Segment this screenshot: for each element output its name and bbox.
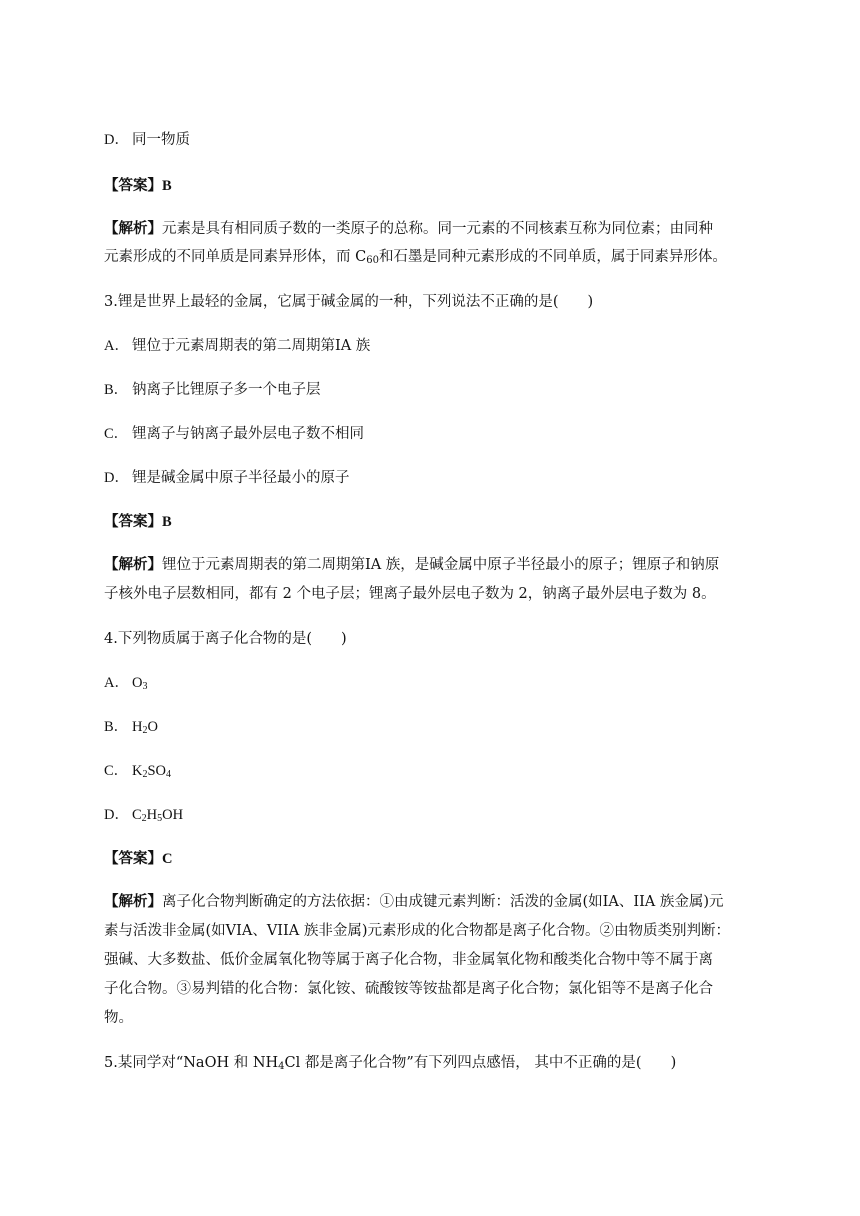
- question-stem: 4.下列物质属于离子化合物的是( ): [104, 631, 347, 647]
- subscript: 4: [166, 769, 172, 780]
- q3-explanation-line2: [104, 584, 716, 604]
- explanation-label: 【解析】: [104, 893, 162, 910]
- answer-value: B: [162, 178, 172, 194]
- q3-option-d: [104, 468, 350, 488]
- explanation-text: 强碱、大多数盐、低价金属氧化物等属于离子化合物，非金属氧化物和酸类化合物中等不属于离: [104, 952, 713, 968]
- question-stem: Cl 都是离子化合物”有下列四点感悟， 其中不正确的是( ): [284, 1055, 677, 1071]
- option-letter: C．: [104, 426, 129, 442]
- q2-answer: [104, 176, 172, 196]
- q5-stem: [104, 1053, 676, 1073]
- option-letter: B．: [104, 382, 129, 398]
- explanation-label: 【解析】: [104, 220, 162, 237]
- q4-explanation-line4: [104, 979, 713, 999]
- explanation-text: 子核外电子层数相同，都有 2 个电子层；锂离子最外层电子数为 2，钠离子最外层电子数为 8。: [104, 586, 716, 602]
- answer-label: 【答案】: [104, 513, 162, 530]
- explanation-text: 元素形成的不同单质是同素异形体，而 C: [104, 249, 367, 265]
- q4-explanation-line2: [104, 921, 730, 941]
- q2-explanation-line2: [104, 247, 727, 267]
- q4-explanation-line1: [104, 892, 724, 912]
- option-text: 锂位于元素周期表的第二周期第IA 族: [132, 338, 371, 354]
- q3-option-a: [104, 336, 370, 356]
- explanation-text: 子化合物。③易判错的化合物：氯化铵、硫酸铵等铵盐都是离子化合物；氯化铝等不是离子化合: [104, 981, 713, 997]
- q4-answer: [104, 849, 172, 869]
- option-letter: D．: [104, 807, 129, 823]
- q3-option-b: [104, 380, 321, 400]
- formula-part: K: [132, 763, 143, 779]
- q4-option-a: [104, 673, 147, 693]
- subscript: 3: [142, 681, 148, 692]
- explanation-label: 【解析】: [104, 556, 162, 573]
- explanation-text: 锂位于元素周期表的第二周期第IA 族，是碱金属中原子半径最小的原子；锂原子和钠原: [162, 557, 720, 573]
- answer-label: 【答案】: [104, 177, 162, 194]
- formula-part: H: [146, 807, 158, 823]
- q4-explanation-line5: [104, 1008, 133, 1028]
- q4-option-b: [104, 717, 158, 737]
- formula-part: O: [132, 675, 143, 691]
- option-letter: A．: [104, 675, 129, 691]
- q4-option-c: [104, 761, 171, 781]
- option-letter: D．: [104, 132, 129, 148]
- explanation-text: 元素是具有相同质子数的一类原子的总称。同一元素的不同核素互称为同位素；由同种: [162, 221, 713, 237]
- option-text: 钠离子比锂原子多一个电子层: [132, 382, 321, 398]
- option-text: 锂是碱金属中原子半径最小的原子: [132, 470, 350, 486]
- subscript: 2: [141, 813, 147, 824]
- option-text: 同一物质: [132, 132, 190, 148]
- subscript: 5: [157, 813, 163, 824]
- answer-value: C: [162, 851, 173, 867]
- q3-explanation-line1: [104, 555, 719, 575]
- q3-answer: [104, 512, 172, 532]
- option-letter: C．: [104, 763, 129, 779]
- formula-part: SO: [147, 763, 167, 779]
- formula-part: C: [132, 807, 142, 823]
- subscript: 4: [278, 1061, 285, 1072]
- q2-option-d: [104, 130, 190, 150]
- q4-explanation-line3: [104, 950, 713, 970]
- answer-label: 【答案】: [104, 850, 162, 867]
- explanation-text: 素与活泼非金属(如VIA、VIIA 族非金属)元素形成的化合物都是离子化合物。②由物质类别判断：: [104, 923, 730, 939]
- option-text: 锂离子与钠离子最外层电子数不相同: [132, 426, 364, 442]
- answer-value: B: [162, 514, 172, 530]
- formula-part: OH: [162, 807, 184, 823]
- q3-option-c: [104, 424, 364, 444]
- subscript: 2: [142, 725, 148, 736]
- formula-part: H: [132, 719, 143, 735]
- q4-option-d: [104, 805, 183, 825]
- q4-stem: [104, 629, 347, 649]
- explanation-text: 物。: [104, 1010, 133, 1026]
- subscript: 60: [366, 255, 379, 266]
- q2-explanation-line1: [104, 219, 713, 239]
- option-letter: A．: [104, 338, 129, 354]
- question-stem: 5.某同学对“NaOH 和 NH: [104, 1055, 279, 1071]
- option-letter: D．: [104, 470, 129, 486]
- q3-stem: [104, 292, 593, 312]
- question-stem: 3.锂是世界上最轻的金属，它属于碱金属的一种，下列说法不正确的是( ): [104, 294, 594, 310]
- subscript: 2: [142, 769, 148, 780]
- option-letter: B．: [104, 719, 129, 735]
- explanation-text: 离子化合物判断确定的方法依据：①由成键元素判断：活泼的金属(如IA、IIA 族金属)元: [162, 894, 724, 910]
- explanation-text: 和石墨是同种元素形成的不同单质，属于同素异形体。: [378, 249, 727, 265]
- formula-part: O: [147, 719, 158, 735]
